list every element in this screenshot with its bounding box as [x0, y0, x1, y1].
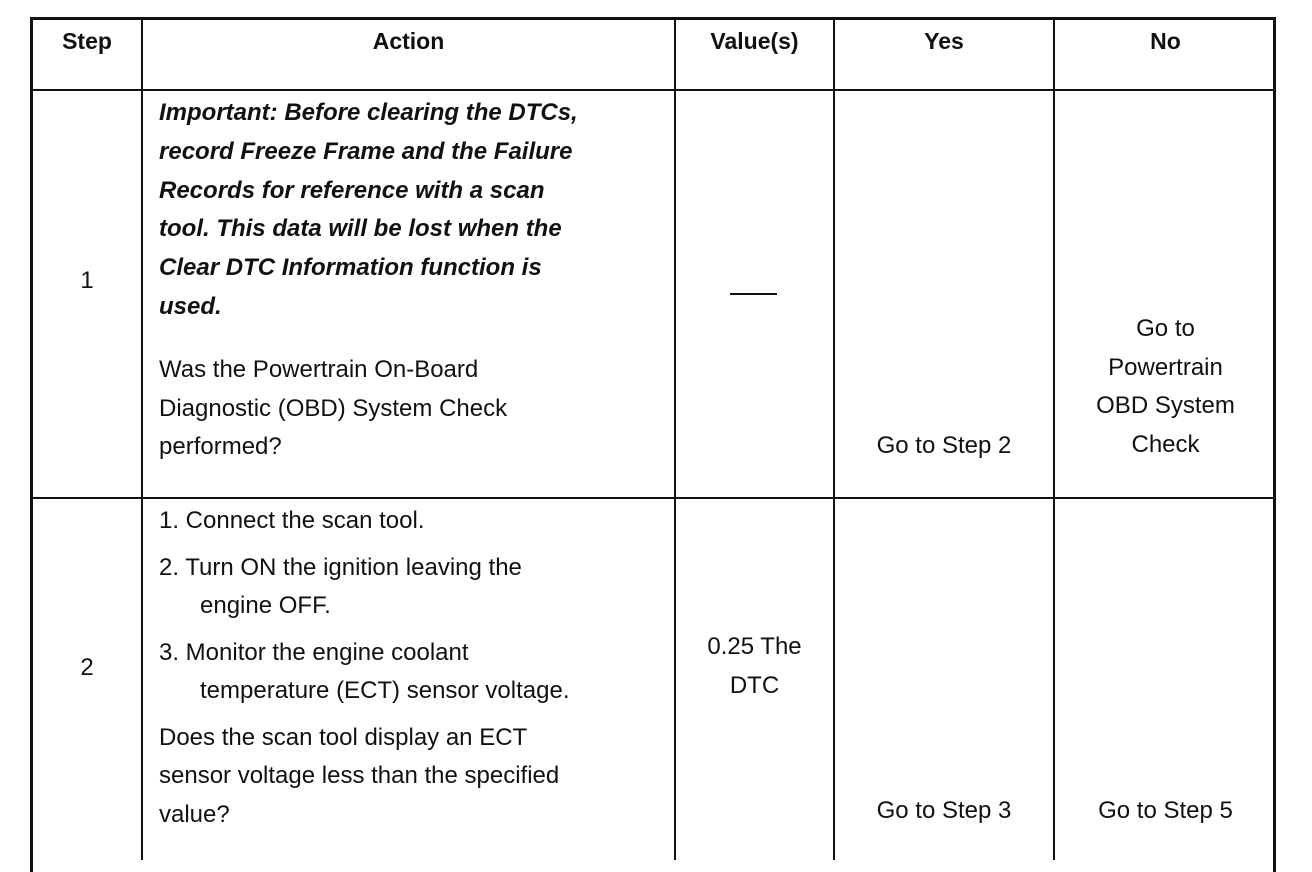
col-divider-step-action [141, 17, 143, 860]
important-line: Important: Before clearing the DTCs, [159, 99, 578, 126]
no-line: OBD System [1096, 392, 1235, 419]
row2-procedure-list [159, 502, 669, 834]
important-line: used. [159, 292, 222, 320]
row2-no: Go to Step 5 [1098, 797, 1233, 824]
row1-yes: Go to Step 2 [876, 432, 1012, 459]
row1-no [1055, 310, 1276, 464]
important-line: Records for reference with a scan [159, 176, 545, 204]
no-line: Check [1131, 430, 1200, 458]
procedure-step-text: 1. Connect the scan tool. [159, 507, 425, 534]
question-line: sensor voltage less than the specified [159, 762, 560, 789]
value-line: DTC [729, 671, 780, 699]
header-action: Action [372, 28, 445, 54]
procedure-step-text: 3. Monitor the engine coolant [159, 638, 469, 666]
row1-question [159, 351, 669, 467]
question-line: Does the scan tool display an ECT [159, 723, 528, 751]
header-step: Step [62, 28, 112, 54]
procedure-step-continuation: engine OFF. [200, 592, 331, 619]
header-divider [30, 89, 1276, 91]
procedure-step [159, 634, 669, 711]
row2-yes: Go to Step 3 [876, 797, 1012, 824]
important-line: tool. This data will be lost when the [159, 215, 562, 243]
row1-value-dash [730, 293, 777, 295]
header-values: Value(s) [710, 28, 799, 54]
col-divider-action-value [674, 17, 676, 860]
procedure-step [159, 502, 669, 541]
important-line: Clear DTC Information function is [159, 254, 542, 282]
header-no: No [1150, 28, 1181, 54]
no-line: Powertrain [1108, 353, 1223, 381]
question-line: performed? [159, 433, 282, 460]
header-yes: Yes [924, 28, 964, 54]
procedure-step [159, 549, 669, 626]
question-line: Diagnostic (OBD) System Check [159, 394, 508, 422]
question-line: Was the Powertrain On-Board [159, 356, 479, 383]
row1-step: 1 [80, 267, 94, 294]
question-line: value? [159, 800, 230, 828]
no-line: Go to [1136, 315, 1195, 342]
procedure-step-continuation: temperature (ECT) sensor voltage. [200, 677, 570, 704]
procedure-step-text: 2. Turn ON the ignition leaving the [159, 553, 522, 581]
row-divider [30, 497, 1276, 499]
important-line: record Freeze Frame and the Failure [159, 137, 573, 165]
row1-important-note [159, 94, 669, 327]
value-line: 0.25 The [707, 633, 802, 660]
row2-question [159, 719, 669, 835]
row2-value [676, 628, 833, 705]
row2-step: 2 [80, 654, 94, 681]
